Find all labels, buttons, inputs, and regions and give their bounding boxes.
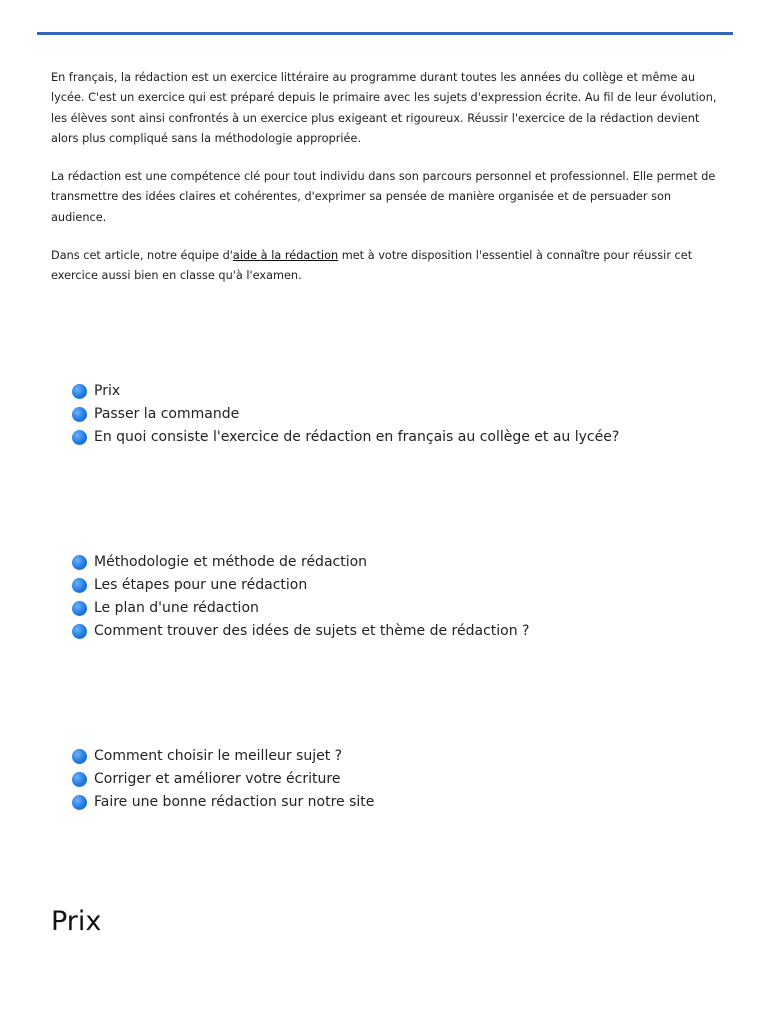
toc-group-2 <box>72 551 529 643</box>
toc-item-label: Prix <box>94 383 121 399</box>
toc-item-label: En quoi consiste l'exercice de rédaction en français au collège et au lycée? <box>94 429 620 445</box>
toc-item[interactable] <box>72 768 374 791</box>
toc-item-label: Comment trouver des idées de sujets et thème de rédaction ? <box>94 623 530 639</box>
blue-circle-icon <box>72 624 87 639</box>
top-divider <box>37 32 733 35</box>
toc-item-label: Les étapes pour une rédaction <box>94 577 308 593</box>
intro-paragraph-3-start: Dans cet article, notre équipe d' <box>51 249 233 263</box>
toc-item[interactable] <box>72 745 374 768</box>
aide-redaction-link[interactable]: aide à la rédaction <box>232 249 339 263</box>
blue-circle-icon <box>72 795 87 810</box>
toc-item[interactable] <box>72 597 529 620</box>
toc-item[interactable] <box>72 380 619 403</box>
toc-item-label: Corriger et améliorer votre écriture <box>94 771 341 787</box>
blue-circle-icon <box>72 772 87 787</box>
intro-paragraph-3-end: met à votre disposition l'essentiel à connaître pour réussir cet exercice aussi bien en classe qu'à l'examen. <box>51 249 693 283</box>
toc-item[interactable] <box>72 426 619 449</box>
intro-paragraph-3 <box>51 246 721 287</box>
toc-item-label: Méthodologie et méthode de rédaction <box>94 554 368 570</box>
blue-circle-icon <box>72 601 87 616</box>
intro-paragraph-1: En français, la rédaction est un exercice littéraire au programme durant toutes les années du collège et même au lycée. C'est un exercice qui est préparé depuis le primaire avec les sujets d'expression écrite. Au fil de leur évolution, les élèves sont ainsi confrontés à un exercice plus exigeant et rigoureux. Réussir l'exercice de la rédaction devient alors plus compliqué sans la méthodologie appropriée. <box>51 71 717 145</box>
toc-item-label: Faire une bonne rédaction sur notre site <box>94 794 375 810</box>
toc-item[interactable] <box>72 403 619 426</box>
toc-item[interactable] <box>72 791 374 814</box>
blue-circle-icon <box>72 407 87 422</box>
toc-item[interactable] <box>72 551 529 574</box>
section-heading-prix: Prix <box>51 906 102 937</box>
toc-group-3 <box>72 745 374 814</box>
blue-circle-icon <box>72 555 87 570</box>
intro-paragraph-2: La rédaction est une compétence clé pour tout individu dans son parcours personnel et professionnel. Elle permet de transmettre des idées claires et cohérentes, d'exprimer sa pensée de manière organisée et de persuader son audience. <box>51 170 716 224</box>
toc-item-label: Le plan d'une rédaction <box>94 600 259 616</box>
toc-item[interactable] <box>72 574 529 597</box>
article-intro <box>51 68 721 305</box>
blue-circle-icon <box>72 749 87 764</box>
toc-item[interactable] <box>72 620 529 643</box>
blue-circle-icon <box>72 430 87 445</box>
blue-circle-icon <box>72 384 87 399</box>
toc-group-1 <box>72 380 619 449</box>
toc-item-label: Passer la commande <box>94 406 240 422</box>
toc-item-label: Comment choisir le meilleur sujet ? <box>94 748 343 764</box>
blue-circle-icon <box>72 578 87 593</box>
